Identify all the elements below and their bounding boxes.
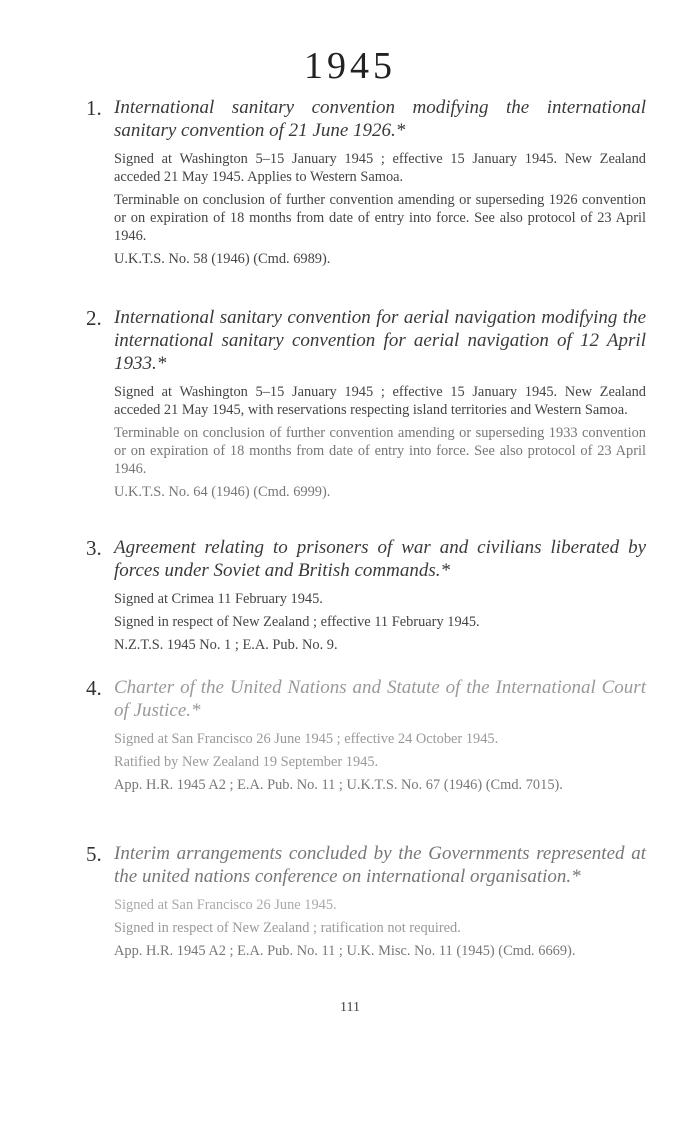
entry-paragraph: App. H.R. 1945 A2 ; E.A. Pub. No. 11 ; U.K. Misc. No. 11 (1945) (Cmd. 6669). <box>114 943 576 959</box>
entry-title: Interim arrangements concluded by the Governments represented at the united nations conference on international organisation.* <box>114 843 646 887</box>
entry-details <box>114 896 646 960</box>
entry-paragraph: Signed in respect of New Zealand ; ratification not required. <box>114 920 461 936</box>
entry-details <box>114 590 646 654</box>
entry-number: 2. <box>86 306 102 330</box>
entry-paragraph: Ratified by New Zealand 19 September 1945. <box>114 754 379 770</box>
page-title: 1945 <box>304 45 396 87</box>
entry-paragraph: N.Z.T.S. 1945 No. 1 ; E.A. Pub. No. 9. <box>114 637 338 653</box>
treaty-entry <box>86 842 646 960</box>
entry-details <box>114 730 646 794</box>
entry-paragraph: App. H.R. 1945 A2 ; E.A. Pub. No. 11 ; U.K.T.S. No. 67 (1946) (Cmd. 7015). <box>114 777 563 793</box>
entry-paragraph: Signed at San Francisco 26 June 1945. <box>114 897 337 913</box>
entry-paragraph: Terminable on conclusion of further convention amending or superseding 1933 convention or on expiration of 18 months from date of entry into force. See also protocol of 23 April 1946. <box>114 425 646 477</box>
entry-title: Charter of the United Nations and Statute of the International Court of Justice.* <box>114 677 646 721</box>
entry-paragraph: U.K.T.S. No. 58 (1946) (Cmd. 6989). <box>114 251 331 267</box>
entry-number: 5. <box>86 842 102 866</box>
page-number: 111 <box>340 1000 360 1015</box>
entry-title: International sanitary convention modifying the international sanitary convention of 21 June 1926.* <box>114 97 646 141</box>
entry-paragraph: Terminable on conclusion of further convention amending or superseding 1926 convention or on expiration of 18 months from date of entry into force. See also protocol of 23 April 1946. <box>114 192 646 244</box>
entry-paragraph: U.K.T.S. No. 64 (1946) (Cmd. 6999). <box>114 484 331 500</box>
entry-number: 3. <box>86 536 102 560</box>
entry-paragraph: Signed at San Francisco 26 June 1945 ; effective 24 October 1945. <box>114 731 499 747</box>
treaty-entry <box>86 96 646 268</box>
entry-paragraph: Signed at Washington 5–15 January 1945 ; effective 15 January 1945. New Zealand acceded 21 May 1945, with reservations respecting island territories and Western Samoa. <box>114 384 646 418</box>
treaty-entry <box>86 676 646 794</box>
entry-details <box>114 383 646 501</box>
entry-paragraph: Signed at Crimea 11 February 1945. <box>114 591 323 607</box>
entry-number: 4. <box>86 676 102 700</box>
treaty-entry <box>86 536 646 654</box>
entry-title: International sanitary convention for aerial navigation modifying the international sanitary convention for aerial navigation of 12 April 1933.* <box>114 307 646 374</box>
entry-details <box>114 150 646 268</box>
treaty-entry <box>86 306 646 501</box>
entry-title: Agreement relating to prisoners of war and civilians liberated by forces under Soviet and British commands.* <box>114 537 646 581</box>
entry-number: 1. <box>86 96 102 120</box>
entry-paragraph: Signed in respect of New Zealand ; effective 11 February 1945. <box>114 614 480 630</box>
entry-paragraph: Signed at Washington 5–15 January 1945 ; effective 15 January 1945. New Zealand acceded 21 May 1945. Applies to Western Samoa. <box>114 151 646 185</box>
